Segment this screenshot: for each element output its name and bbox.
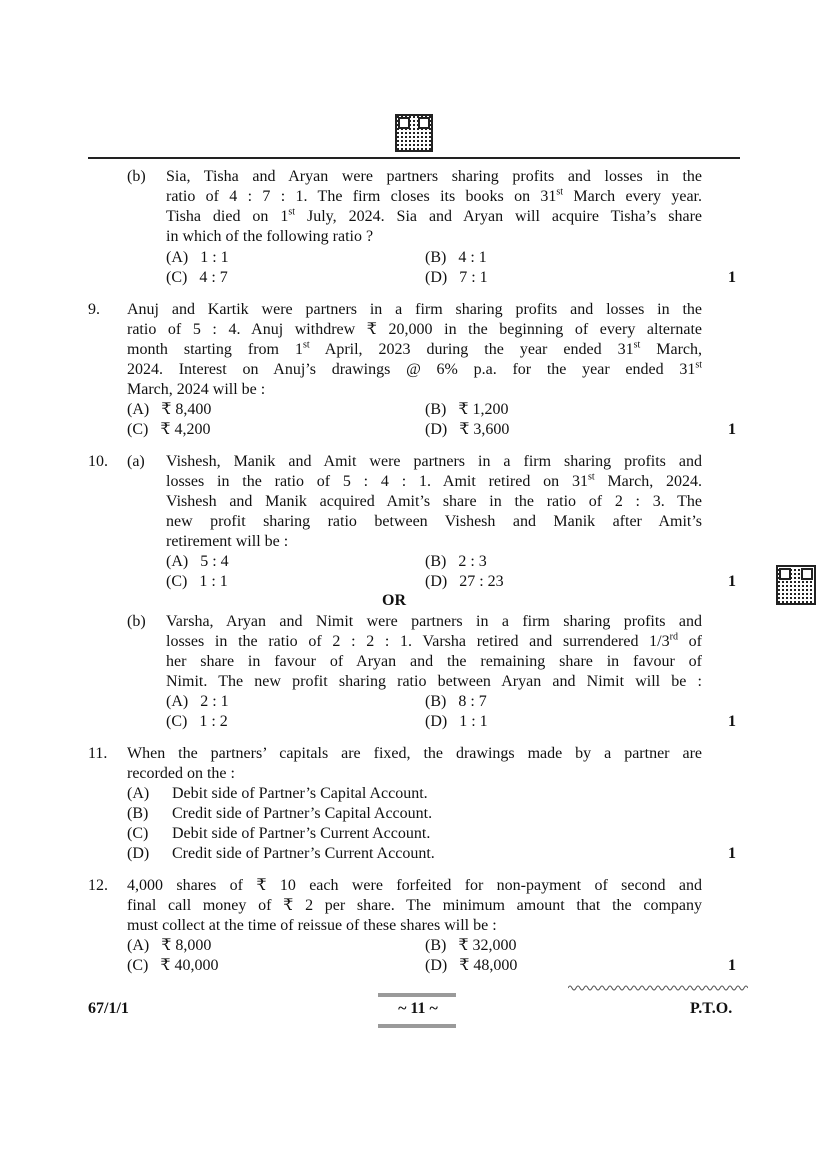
- q10a-line-1: Vishesh, Manik and Amit were partners in a firm sharing profits and: [166, 453, 702, 470]
- q11-option-c: (C) Debit side of Partner’s Current Account.: [127, 825, 431, 842]
- paper-code: 67/1/1: [88, 1000, 129, 1017]
- q10b-line-3: her share in favour of Aryan and the remaining share in favour of: [166, 653, 702, 670]
- please-turn-over: P.T.O.: [690, 1000, 733, 1017]
- q11-option-a: (A) Debit side of Partner’s Capital Account.: [127, 785, 428, 802]
- page-number-top-bar: [378, 993, 456, 997]
- q12-option-d: (D) ₹ 48,000: [425, 957, 518, 974]
- q10b-label: (b): [127, 613, 146, 630]
- q10b-option-b: (B) 8 : 7: [425, 693, 487, 710]
- q10a-option-a: (A) 5 : 4: [166, 553, 229, 570]
- q10b-option-c: (C) 1 : 2: [166, 713, 228, 730]
- q9-line-3: month starting from 1st April, 2023 during the year ended 31st March,: [127, 339, 703, 358]
- q11-line-1: When the partners’ capitals are fixed, the drawings made by a partner are: [127, 745, 702, 762]
- q8b-line-2: ratio of 4 : 7 : 1. The firm closes its books on 31st March every year.: [166, 186, 703, 205]
- q11-option-d: (D) Credit side of Partner’s Current Account.: [127, 845, 435, 862]
- wavy-line-decoration: [568, 984, 748, 992]
- q12-line-1: 4,000 shares of ₹ 10 each were forfeited for non-payment of second and: [127, 877, 702, 894]
- q10b-line-4: Nimit. The new profit sharing ratio between Aryan and Nimit will be :: [166, 673, 702, 690]
- q12-option-b: (B) ₹ 32,000: [425, 937, 517, 954]
- q10a-line-5: retirement will be :: [166, 533, 289, 550]
- q12-line-3: must collect at the time of reissue of these shares will be :: [127, 917, 497, 934]
- q8b-option-c: (C) 4 : 7: [166, 269, 228, 286]
- q8b-line-1: Sia, Tisha and Aryan were partners sharing profits and losses in the: [166, 168, 702, 185]
- q8b-option-b: (B) 4 : 1: [425, 249, 487, 266]
- q10a-label: (a): [127, 453, 145, 470]
- q8b-option-d: (D) 7 : 1: [425, 269, 488, 286]
- q9-line-2: ratio of 5 : 4. Anuj withdrew ₹ 20,000 in the beginning of every alternate: [127, 321, 702, 338]
- q10b-option-a: (A) 2 : 1: [166, 693, 229, 710]
- q10a-option-c: (C) 1 : 1: [166, 573, 228, 590]
- q11-option-b: (B) Credit side of Partner’s Capital Account.: [127, 805, 433, 822]
- q10b-line-2: losses in the ratio of 2 : 2 : 1. Varsha retired and surrendered 1/3rd of: [166, 631, 702, 650]
- qr-code-icon: [395, 114, 433, 152]
- q11-number: 11.: [88, 745, 108, 762]
- q8b-line-3: Tisha died on 1st July, 2024. Sia and Aryan will acquire Tisha’s share: [166, 206, 703, 225]
- q10a-marks: 1: [728, 573, 736, 590]
- q9-option-a: (A) ₹ 8,400: [127, 401, 212, 418]
- q12-option-c: (C) ₹ 40,000: [127, 957, 219, 974]
- q9-marks: 1: [728, 421, 736, 438]
- q8b-option-a: (A) 1 : 1: [166, 249, 229, 266]
- q10b-marks: 1: [728, 713, 736, 730]
- q10b-option-d: (D) 1 : 1: [425, 713, 488, 730]
- q10-number: 10.: [88, 453, 108, 470]
- q10a-line-4: new profit sharing ratio between Vishesh and Manik after Amit’s: [166, 513, 702, 530]
- q9-option-b: (B) ₹ 1,200: [425, 401, 509, 418]
- q10a-option-b: (B) 2 : 3: [425, 553, 487, 570]
- q9-option-d: (D) ₹ 3,600: [425, 421, 510, 438]
- page-number-bottom-bar: [378, 1024, 456, 1028]
- q9-line-1: Anuj and Kartik were partners in a firm sharing profits and losses in the: [127, 301, 702, 318]
- q11-line-2: recorded on the :: [127, 765, 235, 782]
- q9-option-c: (C) ₹ 4,200: [127, 421, 211, 438]
- q9-line-4: 2024. Interest on Anuj’s drawings @ 6% p.a. for the year ended 31st: [127, 359, 702, 378]
- side-qr-code-icon: [776, 565, 816, 605]
- q8b-marks: 1: [728, 269, 736, 286]
- page-number: ~ 11 ~: [398, 1000, 438, 1017]
- or-separator: OR: [382, 592, 406, 609]
- q8b-label: (b): [127, 168, 146, 185]
- q12-number: 12.: [88, 877, 108, 894]
- q12-marks: 1: [728, 957, 736, 974]
- q10a-line-3: Vishesh and Manik acquired Amit’s share in the ratio of 2 : 3. The: [166, 493, 702, 510]
- q9-line-5: March, 2024 will be :: [127, 381, 266, 398]
- q8b-line-4: in which of the following ratio ?: [166, 228, 374, 245]
- q11-marks: 1: [728, 845, 736, 862]
- q12-line-2: final call money of ₹ 2 per share. The minimum amount that the company: [127, 897, 702, 914]
- q10a-line-2: losses in the ratio of 5 : 4 : 1. Amit retired on 31st March, 2024.: [166, 471, 703, 490]
- q9-number: 9.: [88, 301, 100, 318]
- q12-option-a: (A) ₹ 8,000: [127, 937, 212, 954]
- q10a-option-d: (D) 27 : 23: [425, 573, 504, 590]
- q10b-line-1: Varsha, Aryan and Nimit were partners in a firm sharing profits and: [166, 613, 702, 630]
- header-rule: [88, 157, 740, 159]
